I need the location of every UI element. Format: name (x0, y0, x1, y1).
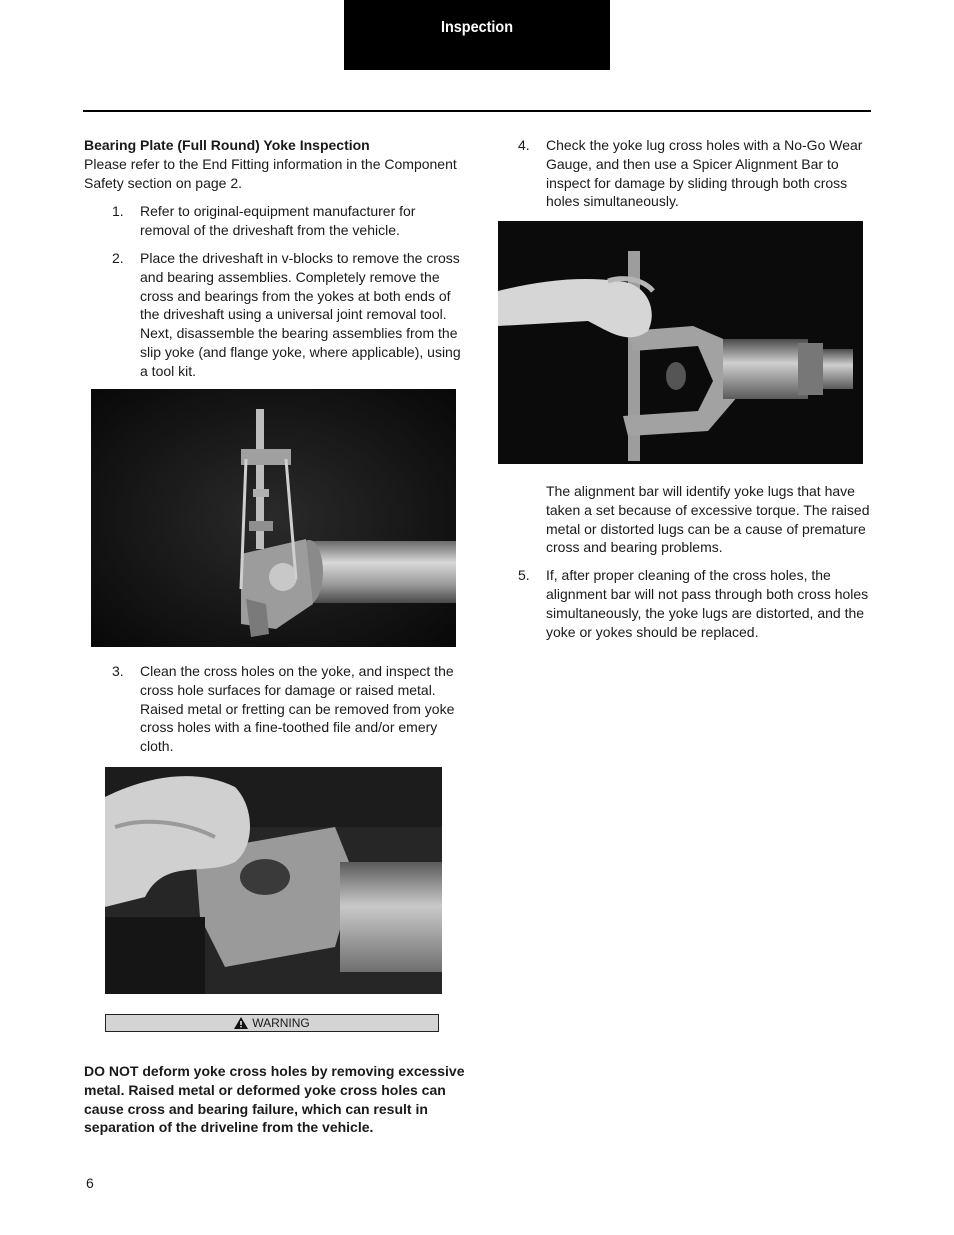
step-text: Check the yoke lug cross holes with a No-Go Wear Gauge, and then use a Spicer Alignment Bar to inspect for damage by sliding through both cross holes simultaneously. (546, 137, 863, 210)
right-column-top (518, 136, 874, 211)
step-text: Place the driveshaft in v-blocks to remove the cross and bearing assemblies. Completely remove the cross and bearings from the yokes at both ends of the driveshaft using a universal joint removal tool. Next, disassemble the bearing assemblies from the slip yoke (and flange yoke, where applicable), using a tool kit. (140, 249, 461, 379)
warning-triangle-icon (234, 1017, 248, 1029)
header-rule (83, 110, 871, 112)
step-5 (518, 566, 874, 641)
step-text: Clean the cross holes on the yoke, and inspect the cross hole surfaces for damage or raised metal. Raised metal or fretting can be removed from yoke cross holes with a fine-toothed file and/or emery cloth. (140, 663, 455, 755)
photo-alignment-bar (498, 221, 863, 464)
left-column-step3 (84, 662, 468, 756)
step-text: If, after proper cleaning of the cross holes, the alignment bar will not pass through both cross holes simultaneously, the yoke lugs are distorted, and the yoke or yokes should be replaced. (546, 567, 869, 640)
step-number: 1. (112, 203, 124, 220)
step-number: 2. (112, 249, 124, 266)
right-column-bottom (518, 482, 874, 641)
photo-filing-cross-holes (105, 767, 442, 994)
page-number: 6 (86, 1175, 94, 1191)
warning-label: WARNING (252, 1016, 310, 1030)
step-2 (84, 249, 468, 381)
section-heading: Bearing Plate (Full Round) Yoke Inspection (84, 137, 370, 153)
section-header-tab (344, 0, 610, 70)
step-number: 4. (518, 137, 530, 153)
alignment-note: The alignment bar will identify yoke lugs that have taken a set because of excessive torque. The raised metal or distorted lugs can be a cause of premature cross and bearing problems. (546, 483, 870, 556)
step-number: 5. (518, 567, 530, 584)
warning-text: DO NOT deform yoke cross holes by removing excessive metal. Raised metal or deformed yoke cross holes can cause cross and bearing failure, which can result in separation of the driveline from the vehicle. (84, 1063, 465, 1136)
photo-removal-tool (91, 389, 456, 647)
intro-paragraph: Please refer to the End Fitting information in the Component Safety section on page 2. (84, 155, 457, 191)
step-number: 3. (112, 663, 124, 679)
section-title: Inspection (440, 19, 513, 36)
step-3 (84, 662, 468, 756)
left-column-top (84, 136, 468, 381)
step-text: Refer to original-equipment manufacturer for removal of the driveshaft from the vehicle. (140, 203, 416, 239)
step-4 (518, 136, 874, 211)
step-1 (84, 202, 468, 240)
warning-bar (105, 1014, 439, 1032)
